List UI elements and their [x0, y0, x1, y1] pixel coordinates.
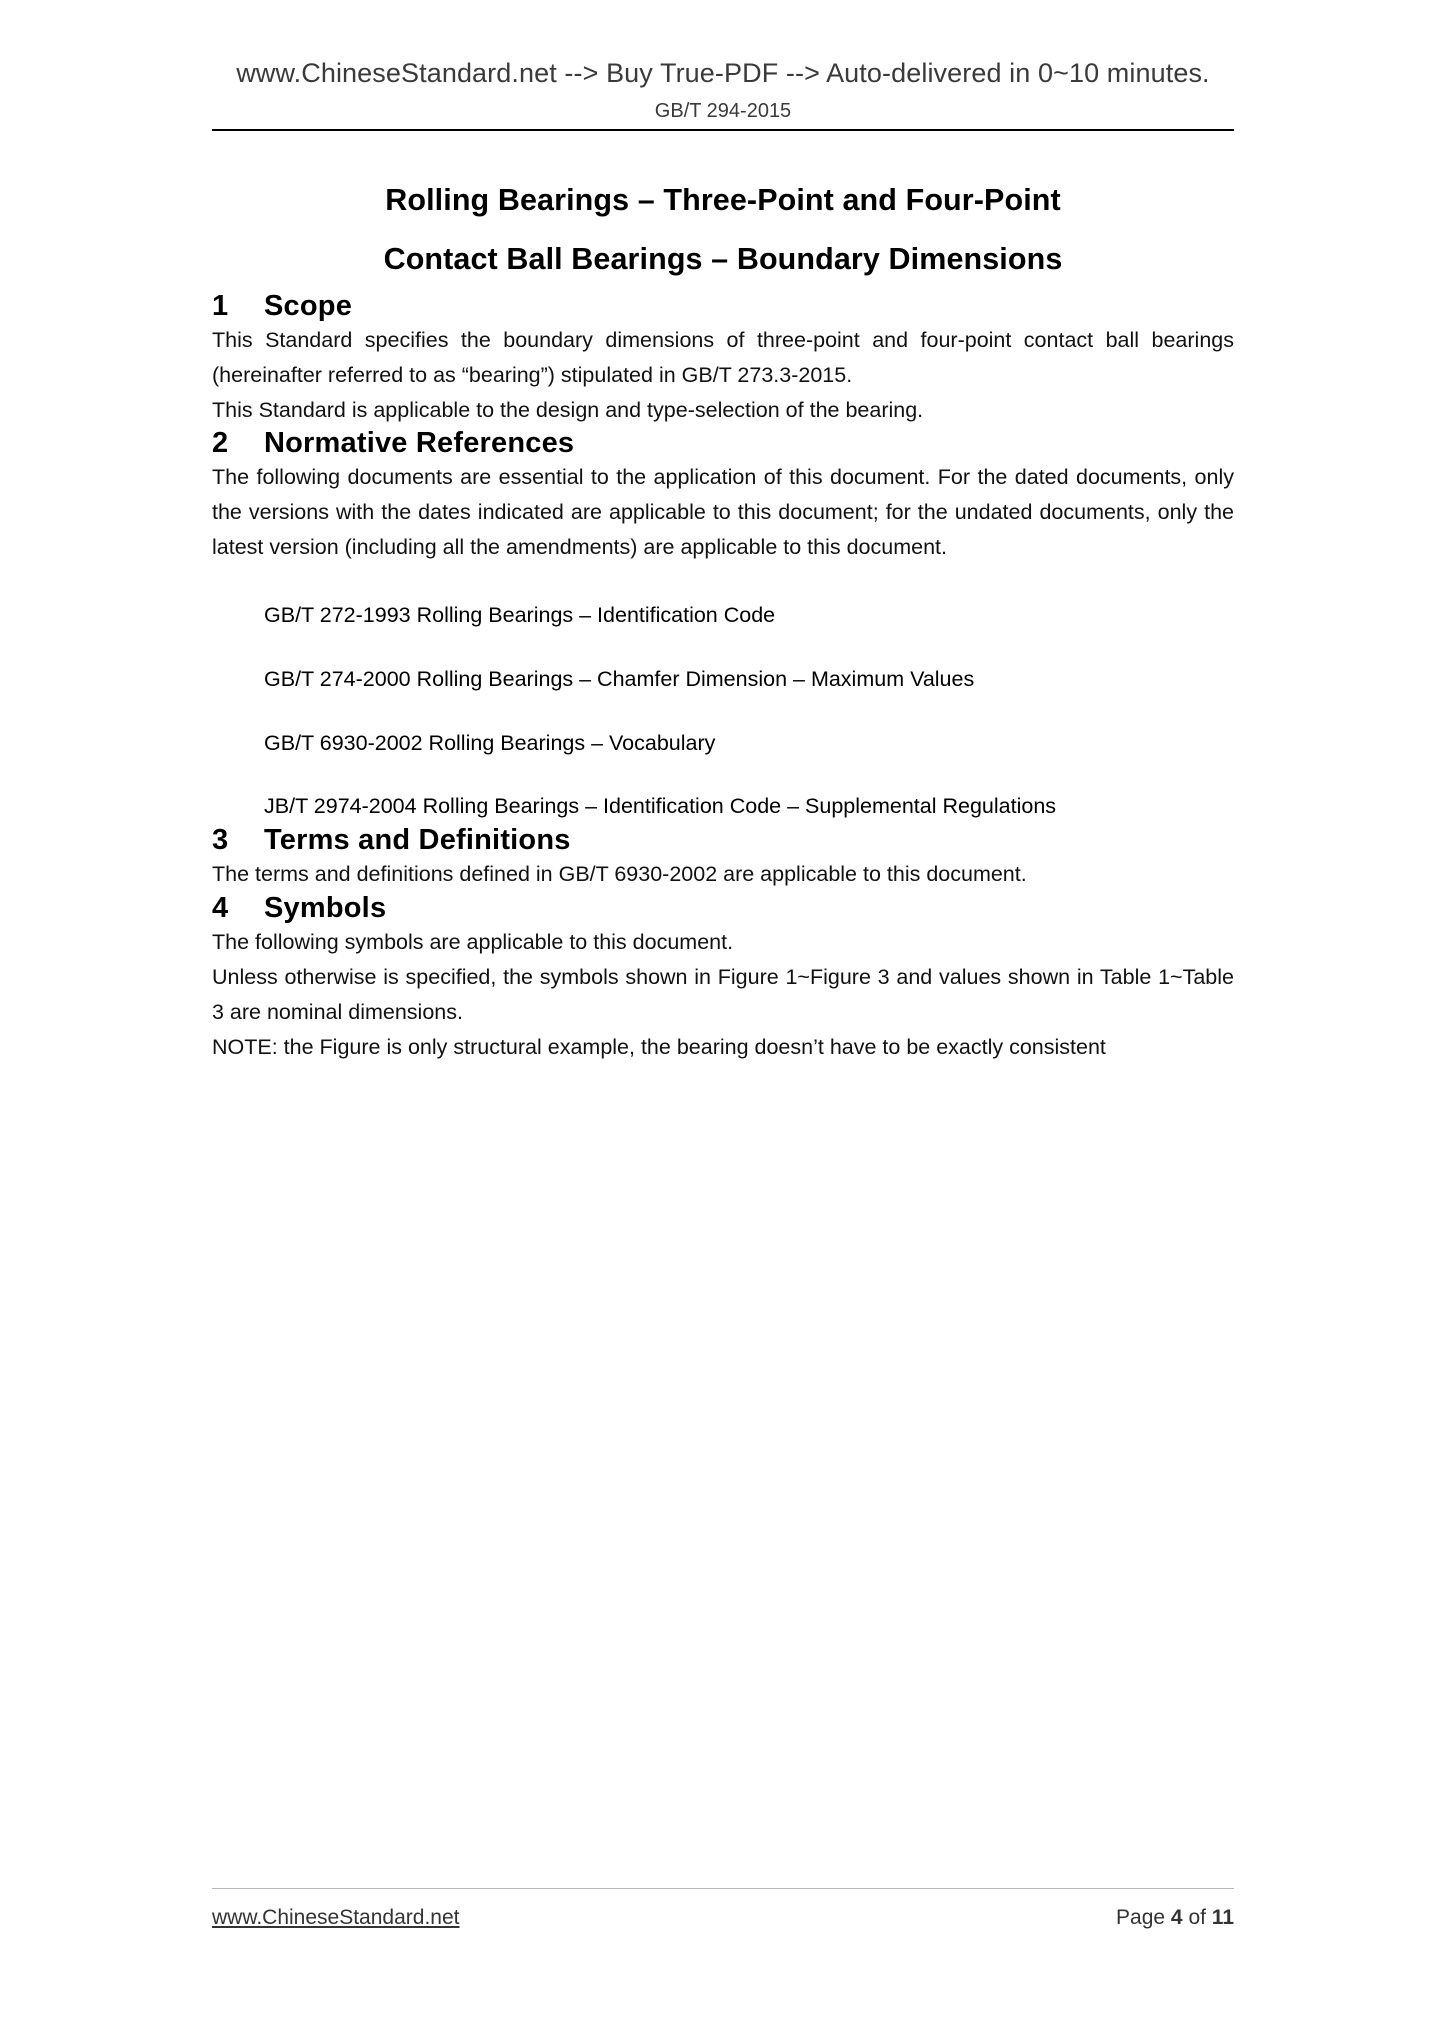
section-number-scope: 1 — [212, 289, 229, 322]
section-title-terms-and-definitions: Terms and Definitions — [264, 824, 571, 857]
section-heading-terms-and-definitions — [212, 824, 1234, 857]
normative-references-paragraph-1: The following documents are essential to the application of this document. For the dated documents, only the versions with the dates indicated are applicable to this document; for the undated documents, only the latest version (including all the amendments) are applicable to this document. — [212, 465, 1234, 560]
reference-item: GB/T 272-1993 Rolling Bearings – Identification Code — [264, 602, 776, 627]
footer-page-number: 4 — [1170, 1906, 1183, 1929]
section-heading-scope — [212, 290, 1234, 323]
reference-item: GB/T 6930-2002 Rolling Bearings – Vocabulary — [264, 730, 716, 755]
reference-item: JB/T 2974-2004 Rolling Bearings – Identification Code – Supplemental Regulations — [264, 794, 1057, 819]
footer-page-prefix: Page — [1116, 1906, 1171, 1929]
footer-page-indicator — [1116, 1906, 1234, 1930]
footer-row — [212, 1906, 1234, 1930]
section-number-normative-references: 2 — [212, 427, 229, 460]
footer-divider — [212, 1888, 1234, 1889]
page-content — [212, 0, 1234, 1064]
page-title-line-1: Rolling Bearings – Three-Point and Four-Point — [385, 183, 1061, 217]
footer-page-total: 11 — [1211, 1906, 1234, 1929]
section-title-normative-references: Normative References — [264, 427, 575, 460]
section-heading-normative-references — [212, 427, 1234, 460]
page-title-line-2: Contact Ball Bearings – Boundary Dimensions — [383, 242, 1063, 277]
reference-item: GB/T 274-2000 Rolling Bearings – Chamfer Dimension – Maximum Values — [264, 666, 975, 691]
scope-paragraph-2: This Standard is applicable to the design and type-selection of the bearing. — [212, 397, 924, 422]
section-heading-symbols — [212, 892, 1234, 925]
section-title-scope: Scope — [264, 289, 353, 322]
scope-paragraph-1: This Standard specifies the boundary dimensions of three-point and four-point contact ball bearings (hereinafter referred to as “bearing”) stipulated in GB/T 273.3-2015. — [212, 327, 1234, 387]
header-divider — [212, 129, 1234, 131]
terms-and-definitions-paragraph-1: The terms and definitions defined in GB/T 6930-2002 are applicable to this document. — [212, 862, 1027, 887]
footer-page-middle: of — [1182, 1906, 1212, 1929]
symbols-paragraph-1: The following symbols are applicable to this document. — [212, 930, 734, 955]
section-number-symbols: 4 — [212, 892, 229, 925]
symbols-note: NOTE: the Figure is only structural example, the bearing doesn’t have to be exactly consistent — [212, 1034, 1106, 1059]
footer-website-link[interactable]: www.ChineseStandard.net — [212, 1906, 460, 1929]
page-footer — [212, 1888, 1234, 1930]
header-standard-code: GB/T 294-2015 — [654, 100, 792, 122]
section-number-terms-and-definitions: 3 — [212, 824, 229, 857]
page-title — [212, 171, 1234, 290]
section-title-symbols: Symbols — [264, 892, 387, 925]
header-promo-text: www.ChineseStandard.net --> Buy True-PDF --> Auto-delivered in 0~10 minutes. — [236, 58, 1210, 88]
symbols-paragraph-2: Unless otherwise is specified, the symbols shown in Figure 1~Figure 3 and values shown in Table 1~Table 3 are nominal dimensions. — [212, 964, 1234, 1024]
